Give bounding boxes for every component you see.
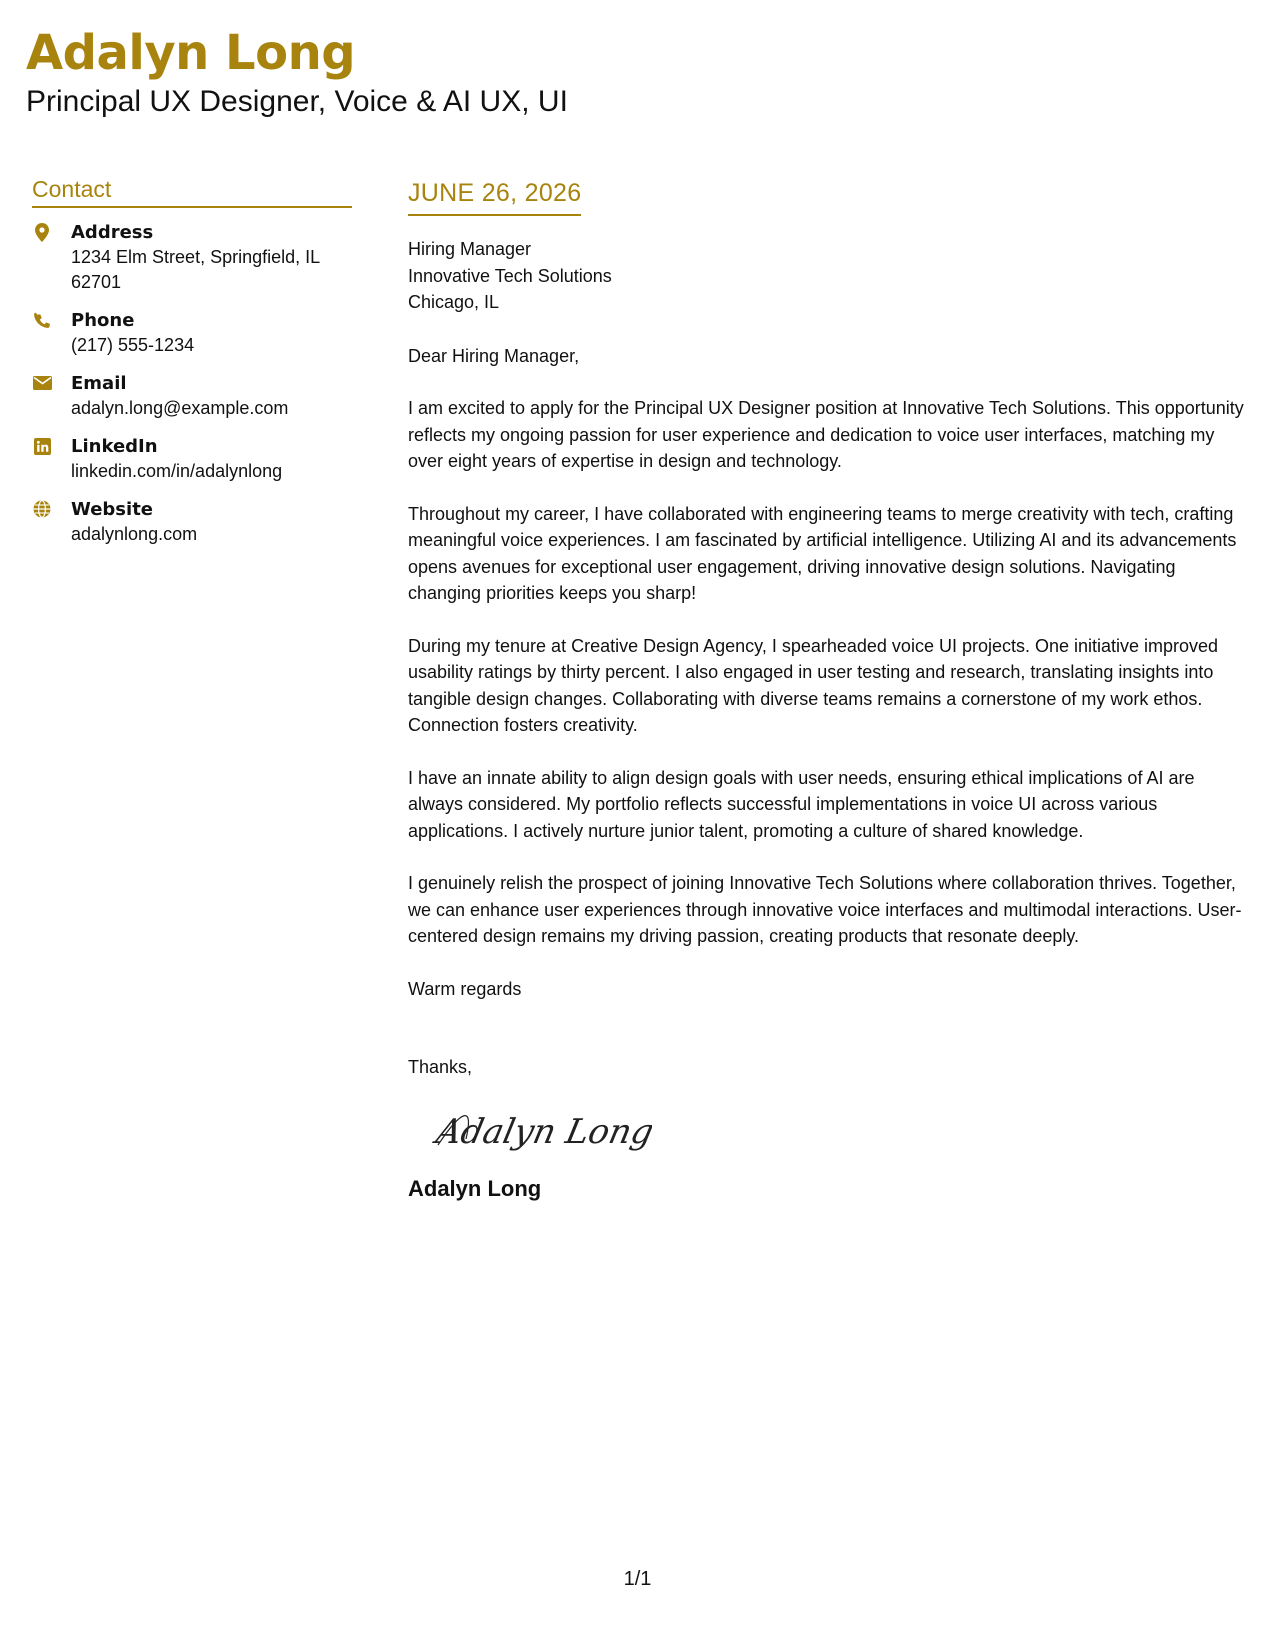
email-value: adalyn.long@example.com [71,398,289,418]
contact-label: Website [71,499,154,520]
body-paragraph: I have an innate ability to align design goals with user needs, ensuring ethical implications of AI are always considered. My portfolio reflects successful implementations in voice UI across various applications. I actively nurture junior talent, promoting a culture of shared knowledge. [408,767,1195,841]
contact-label: LinkedIn [71,436,158,457]
linkedin-icon [32,436,52,456]
map-pin-icon [32,222,52,242]
contact-label: Address [71,222,154,243]
body-paragraph: I genuinely relish the prospect of joining Innovative Tech Solutions where collaboration thrives. Together, we can enhance user experiences through innovative voice interfaces and multimodal interactions. User-centered design remains my driving passion, creating products that resonate deeply. [408,873,1242,946]
contact-heading: Contact [32,174,352,208]
header [26,22,568,120]
letter-date: JUNE 26, 2026 [408,176,581,216]
globe-icon [32,499,52,519]
recipient-line: Innovative Tech Solutions [408,265,612,286]
svg-text:Adalyn Long: Adalyn Long [432,1111,652,1152]
envelope-icon [32,373,52,393]
thanks: Thanks, [408,1057,473,1077]
applicant-name: Adalyn Long [26,25,356,81]
contact-address [32,220,352,295]
contact-email [32,371,352,421]
phone-icon [32,310,52,330]
handwritten-signature [432,1099,1248,1161]
website-value: adalynlong.com [71,524,198,544]
contact-phone [32,308,352,358]
body-paragraph: During my tenure at Creative Design Agency, I spearheaded voice UI projects. One initiative improved usability ratings by thirty percent. I also engaged in user testing and research, translating insights into tangible design changes. Collaborating with diverse teams remains a cornerstone of my work ethos. Connection fosters creativity. [408,635,1219,735]
recipient-line: Chicago, IL [408,292,500,312]
cover-letter [408,176,1248,1203]
body-paragraph: Throughout my career, I have collaborated with engineering teams to merge creativity with tech, crafting meaningful voice experiences. I am fascinated by artificial intelligence. Utilizing AI and its advancements opens avenues for exceptional user engagement, driving innovative design solutions. Navigating changing priorities keeps you sharp! [408,503,1237,603]
contact-label: Email [71,373,127,394]
address-value: 1234 Elm Street, Springfield, IL 62701 [71,247,320,292]
recipient-line: Hiring Manager [408,239,532,259]
job-title: Principal UX Designer, Voice & AI UX, UI [26,85,568,118]
closing: Warm regards [408,978,522,999]
page-number: 1/1 [623,1568,652,1590]
body-paragraph: I am excited to apply for the Principal UX Designer position at Innovative Tech Solutions. This opportunity reflects my ongoing passion for user experience and dedication to voice user interfaces, matching my over eight years of expertise in design and technology. [408,398,1244,471]
salutation: Dear Hiring Manager, [408,345,580,366]
contact-website [32,497,352,547]
phone-value: (217) 555-1234 [71,335,195,355]
contact-sidebar [32,174,352,560]
linkedin-value: linkedin.com/in/adalynlong [71,461,283,481]
recipient-block [408,236,1248,316]
contact-label: Phone [71,310,135,331]
contact-linkedin [32,434,352,484]
signed-name: Adalyn Long [408,1175,542,1201]
